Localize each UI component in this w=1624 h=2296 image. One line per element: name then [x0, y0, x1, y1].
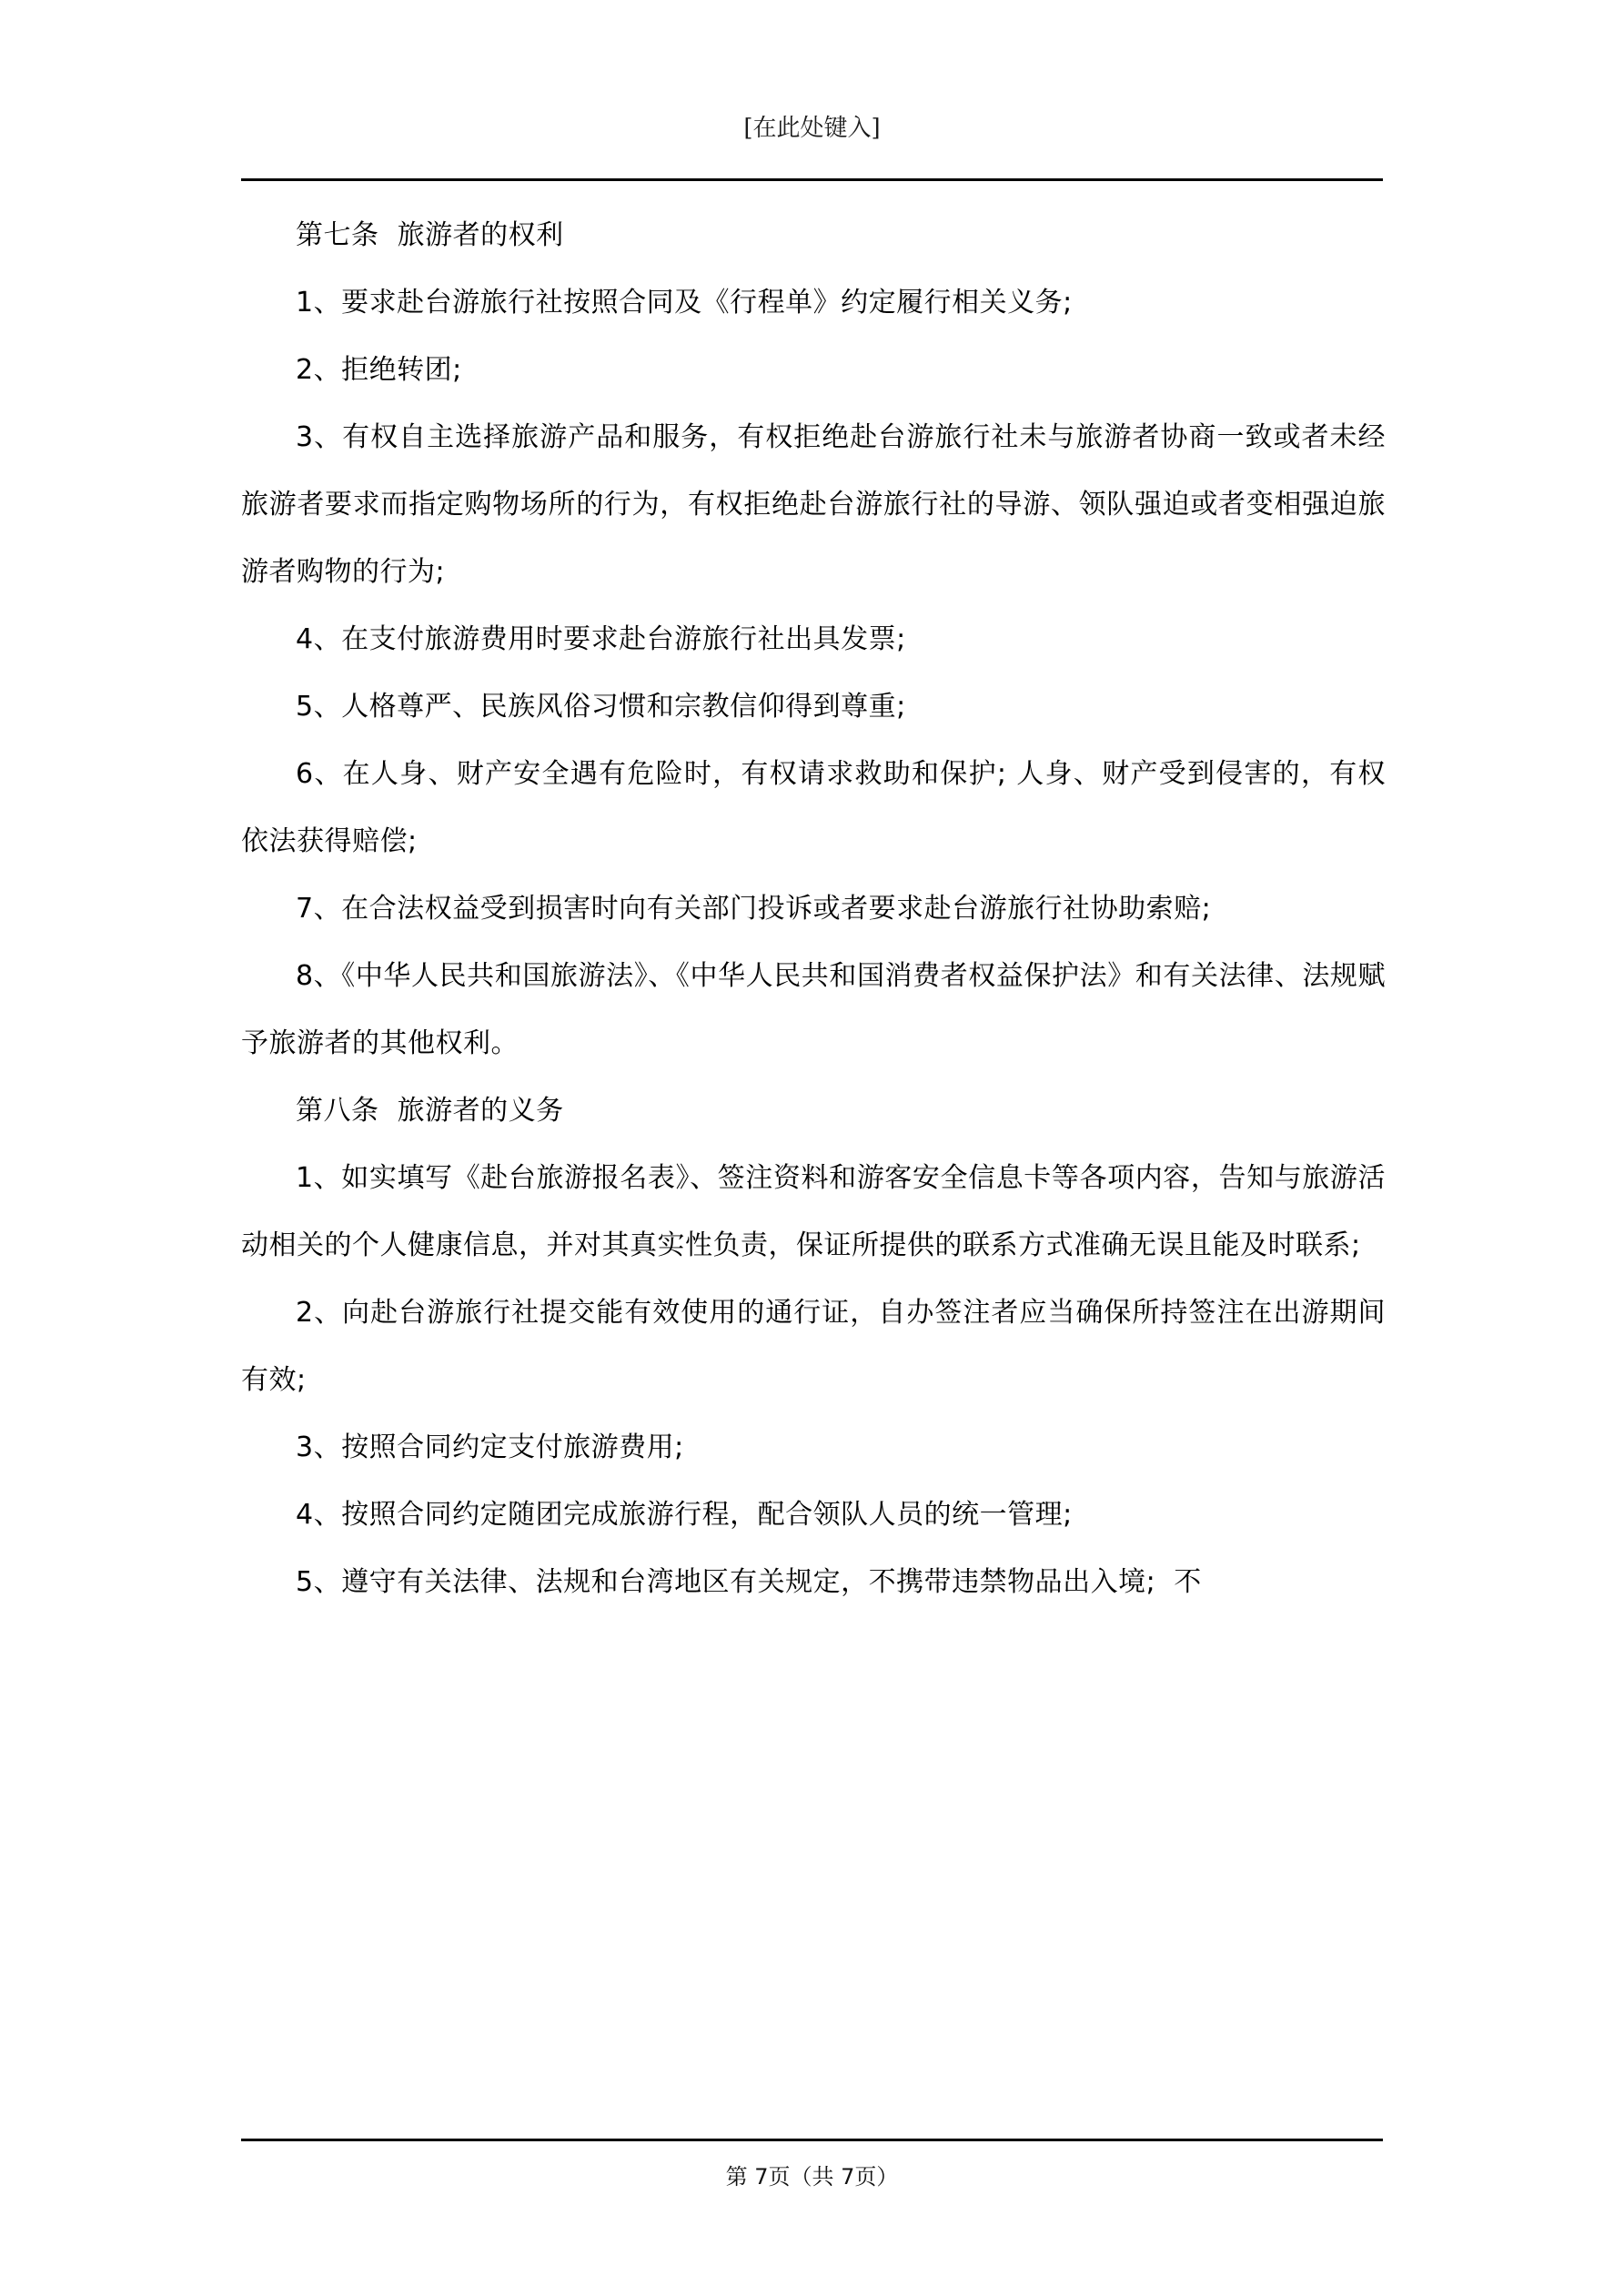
- paragraph: 1、如实填写《赴台旅游报名表》、签注资料和游客安全信息卡等各项内容，告知与旅游活动相关的个人健康信息，并对其真实性负责，保证所提供的联系方式准确无误且能及时联系;: [241, 1162, 1386, 1261]
- page-footer: 第 7页（共 7页）: [725, 2164, 899, 2190]
- paragraph: 8、《中华人民共和国旅游法》、《中华人民共和国消费者权益保护法》和有关法律、法规赋予旅游者的其他权利。: [241, 960, 1386, 1059]
- paragraph: 第七条 旅游者的权利: [296, 219, 564, 251]
- paragraph: 5、人格尊严、民族风俗习惯和宗教信仰得到尊重;: [296, 691, 906, 723]
- paragraph: 7、在合法权益受到损害时向有关部门投诉或者要求赴台游旅行社协助索赔;: [296, 893, 1212, 925]
- paragraph: 1、要求赴台游旅行社按照合同及《行程单》约定履行相关义务;: [296, 287, 1073, 319]
- header-divider: [241, 178, 1383, 181]
- paragraph: 4、在支付旅游费用时要求赴台游旅行社出具发票;: [296, 623, 906, 655]
- paragraph: 3、按照合同约定支付旅游费用;: [296, 1431, 684, 1463]
- paragraph: 6、在人身、财产安全遇有危险时，有权请求救助和保护; 人身、财产受到侵害的，有权依法获得赔偿;: [241, 758, 1386, 857]
- paragraph: 2、向赴台游旅行社提交能有效使用的通行证，自办签注者应当确保所持签注在出游期间有效;: [241, 1297, 1386, 1396]
- footer-divider: [241, 2139, 1383, 2141]
- paragraph: 5、遵守有关法律、法规和台湾地区有关规定，不携带违禁物品出入境; 不: [296, 1566, 1202, 1598]
- paragraph: 3、有权自主选择旅游产品和服务，有权拒绝赴台游旅行社未与旅游者协商一致或者未经旅游者要求而指定购物场所的行为，有权拒绝赴台游旅行社的导游、领队强迫或者变相强迫旅游者购物的行为;: [241, 421, 1386, 588]
- paragraph: 2、拒绝转团;: [296, 354, 462, 386]
- document-body: [241, 202, 1386, 1616]
- page-header: [在此处键入]: [743, 115, 881, 142]
- paragraph: 4、按照合同约定随团完成旅游行程，配合领队人员的统一管理;: [296, 1499, 1073, 1531]
- paragraph: 第八条 旅游者的义务: [296, 1095, 564, 1127]
